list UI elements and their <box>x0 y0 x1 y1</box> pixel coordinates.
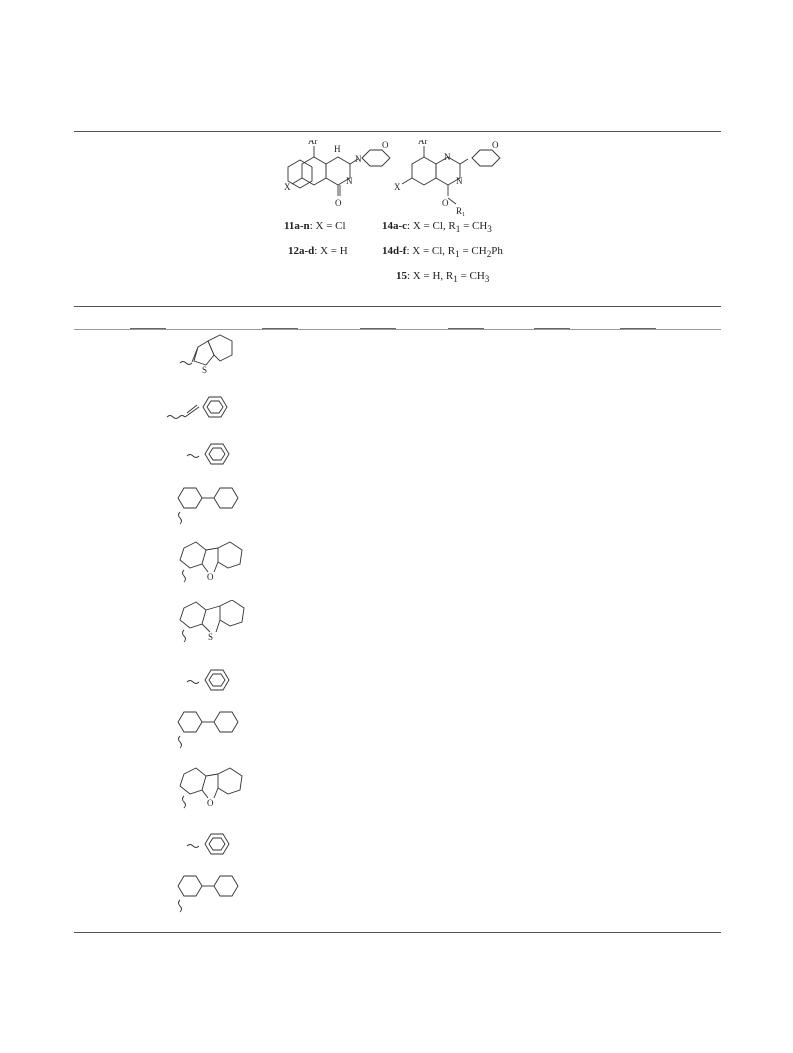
x-label: X <box>394 182 401 192</box>
compound-label-15: 15: X = H, $R_1 = CH_3$ <box>396 270 490 285</box>
hetero-atom: O <box>207 572 214 582</box>
column-rule <box>534 328 570 329</box>
phenyl-structure <box>185 666 245 698</box>
n-label: N <box>456 176 463 186</box>
table-subheader-rule <box>74 329 721 330</box>
phenyl-structure <box>185 830 245 862</box>
quinazoline-structures <box>270 140 530 220</box>
hetero-atom: S <box>208 632 214 642</box>
styryl-structure <box>165 393 255 428</box>
o-label: O <box>382 140 389 150</box>
column-rule <box>360 328 396 329</box>
column-rule <box>448 328 484 329</box>
ar-label: Ar <box>418 140 428 146</box>
biphenyl-structure <box>170 708 260 753</box>
table-header-rule <box>74 306 721 307</box>
o-label: O <box>335 198 342 208</box>
column-rule <box>130 328 166 329</box>
r-label: $R_1$ <box>456 206 466 218</box>
table-bottom-rule <box>74 932 721 933</box>
n-label: N <box>444 152 451 162</box>
column-rule <box>262 328 298 329</box>
compound-label-14a: 14a-c: X = Cl, $R_1 = CH_3$ <box>382 220 492 235</box>
ar-label: Ar <box>308 140 318 146</box>
compound-label-12: 12a-d: X = H <box>288 245 348 257</box>
hetero-atom: S <box>202 365 208 375</box>
compound-label-11: 11a-n: X = Cl <box>284 220 346 232</box>
biphenyl-structure <box>170 872 260 917</box>
compound-label-14d: 14d-f: X = Cl, $R_1 = CH_2Ph$ <box>382 245 503 260</box>
phenyl-structure <box>185 440 245 472</box>
o-label: O <box>492 140 499 150</box>
biphenyl-structure <box>170 484 260 529</box>
nh-label: H <box>334 144 341 154</box>
hetero-atom: O <box>207 798 214 808</box>
o-label: O <box>442 198 449 208</box>
structure-scheme <box>270 140 530 290</box>
benzothiophene-structure <box>168 333 258 378</box>
n-label: N <box>355 154 362 164</box>
dibenzofuran-structure <box>170 540 260 590</box>
column-rule <box>620 328 656 329</box>
dibenzofuran-structure <box>170 766 260 816</box>
x-label: X <box>284 182 291 192</box>
n-label: N <box>346 176 353 186</box>
table-top-rule <box>74 131 721 132</box>
dibenzothiophene-structure <box>170 600 260 655</box>
